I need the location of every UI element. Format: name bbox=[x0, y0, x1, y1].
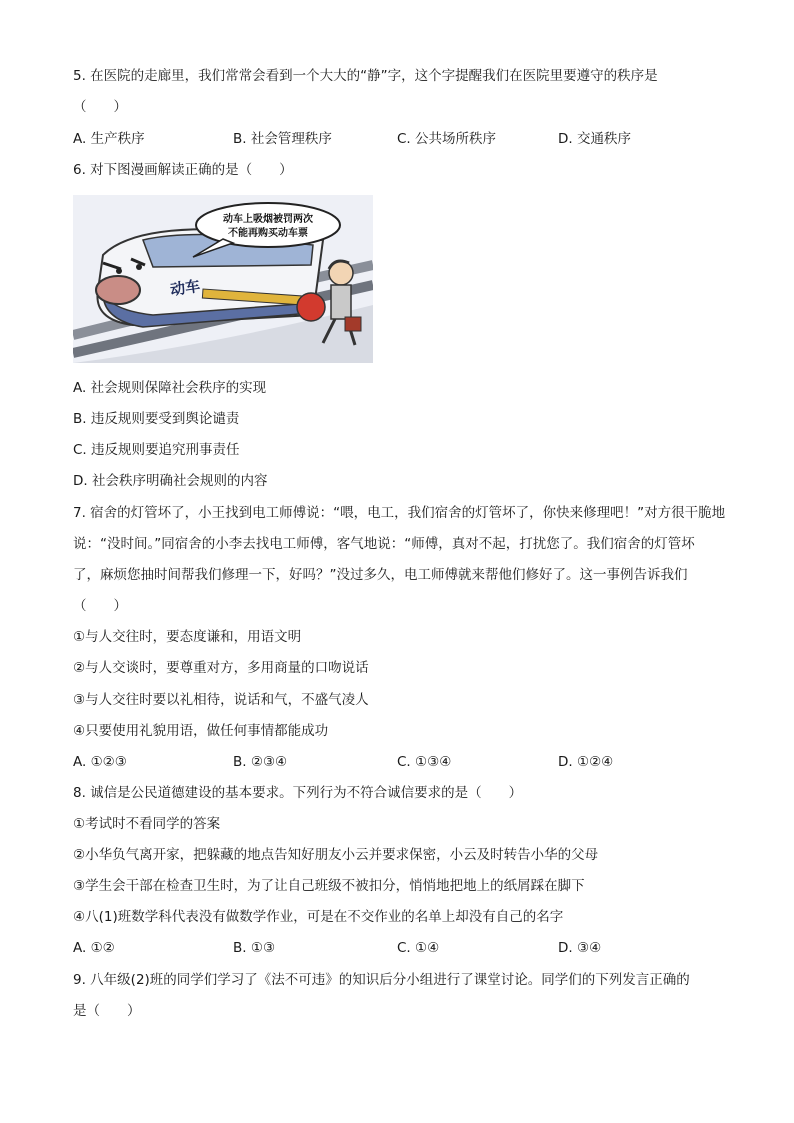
q7-stem-line1: 7. 宿舍的灯管坏了，小王找到电工师傅说：“喂，电工，我们宿舍的灯管坏了，你快来修理吧！”对方很干脆地 bbox=[73, 505, 726, 521]
q8-statement-2: ②小华负气离开家，把躲藏的地点告知好朋友小云并要求保密，小云及时转告小华的父母 bbox=[73, 847, 599, 863]
q8-option-c: C. ①④ bbox=[397, 940, 440, 956]
q8-option-b: B. ①③ bbox=[233, 940, 276, 956]
q9-stem-line2: 是（ ） bbox=[73, 1003, 141, 1019]
q6-option-c: C. 违反规则要追究刑事责任 bbox=[73, 442, 240, 458]
q7-option-a: A. ①②③ bbox=[73, 754, 127, 770]
q7-option-d: D. ①②④ bbox=[558, 754, 614, 770]
cartoon-bubble-line2: 不能再购买动车票 bbox=[228, 228, 308, 239]
q8-statement-1: ①考试时不看同学的答案 bbox=[73, 816, 221, 832]
q7-option-b: B. ②③④ bbox=[233, 754, 288, 770]
q6-option-d: D. 社会秩序明确社会规则的内容 bbox=[73, 473, 268, 489]
cartoon-bubble-line1: 动车上吸烟被罚两次 bbox=[223, 214, 313, 225]
q8-statement-3: ③学生会干部在检查卫生时，为了让自己班级不被扣分，悄悄地把地上的纸屑踩在脚下 bbox=[73, 878, 585, 894]
q7-statement-1: ①与人交往时，要态度谦和，用语文明 bbox=[73, 629, 302, 645]
q7-statement-4: ④只要使用礼貌用语，做任何事情都能成功 bbox=[73, 723, 329, 739]
q7-stem-line3: 了，麻烦您抽时间帮我们修理一下，好吗？”没过多久，电工师傅就来帮他们修好了。这一事例告诉我们 bbox=[73, 567, 688, 583]
cartoon-image bbox=[73, 195, 373, 363]
q6-stem: 6. 对下图漫画解读正确的是（ ） bbox=[73, 162, 293, 178]
q8-statement-4: ④八(1)班数学科代表没有做数学作业，可是在不交作业的名单上却没有自己的名字 bbox=[73, 909, 564, 925]
q8-stem: 8. 诚信是公民道德建设的基本要求。下列行为不符合诚信要求的是（ ） bbox=[73, 785, 523, 801]
q7-statement-3: ③与人交往时要以礼相待，说话和气，不盛气凌人 bbox=[73, 692, 369, 708]
q8-option-d: D. ③④ bbox=[558, 940, 602, 956]
q6-option-b: B. 违反规则要受到舆论谴责 bbox=[73, 411, 240, 427]
q9-stem-line1: 9. 八年级(2)班的同学们学习了《法不可违》的知识后分小组进行了课堂讨论。同学们的下列发言正确的 bbox=[73, 972, 690, 988]
q5-option-c: C. 公共场所秩序 bbox=[397, 131, 497, 147]
cartoon-train-label: 动车 bbox=[169, 276, 202, 299]
q7-stem-line4: （ ） bbox=[73, 598, 127, 614]
q8-option-a: A. ①② bbox=[73, 940, 115, 956]
q5-stem-line2: （ ） bbox=[73, 99, 127, 115]
q5-option-b: B. 社会管理秩序 bbox=[233, 131, 332, 147]
q7-statement-2: ②与人交谈时，要尊重对方，多用商量的口吻说话 bbox=[73, 660, 369, 676]
q5-option-a: A. 生产秩序 bbox=[73, 131, 145, 147]
q7-option-c: C. ①③④ bbox=[397, 754, 452, 770]
q5-stem-line1: 5. 在医院的走廊里，我们常常会看到一个大大的“静”字，这个字提醒我们在医院里要遵守的秩序是 bbox=[73, 68, 658, 84]
q7-stem-line2: 说：“没时间。”同宿舍的小李去找电工师傅，客气地说：“师傅，真对不起，打扰您了。我们宿舍的灯管坏 bbox=[73, 536, 695, 552]
q6-option-a: A. 社会规则保障社会秩序的实现 bbox=[73, 380, 267, 396]
q5-option-d: D. 交通秩序 bbox=[558, 131, 631, 147]
